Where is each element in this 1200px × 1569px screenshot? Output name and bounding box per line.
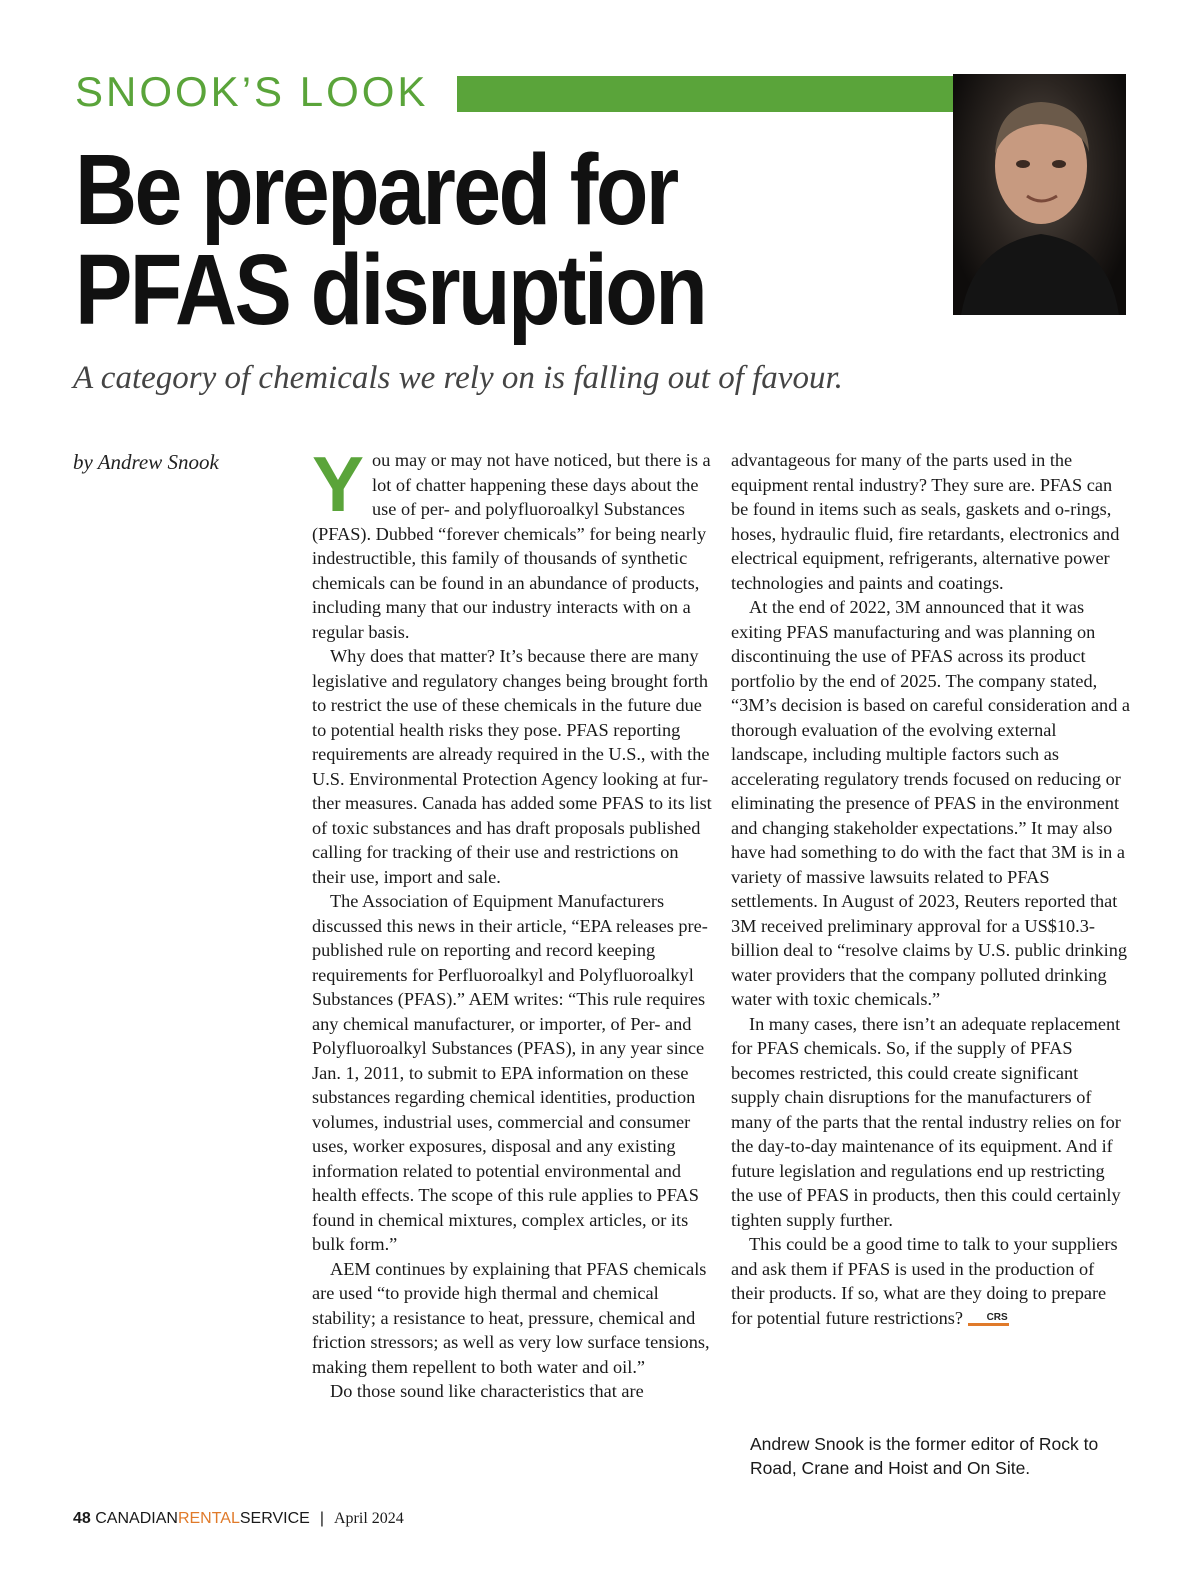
body-paragraph: In many cases, there isn’t an adequate replacement for PFAS chemicals. So, if the supply of PFAS becomes restricted, this could create significant supply chain disruptions for the manufacturers of many of the parts that the rental industry relies on for the day-to-day maintenance of its equipment. And if future legislation and regulations end up restricting the use of PFAS in products, then this could certainly tighten supply further. [731, 1013, 1121, 1230]
body-paragraph: AEM continues by explaining that PFAS chemicals are used “to provide high thermal and chemical stability; a resistance to heat, pressure, chemical and friction stressors; as well as very low surface tensions, making them repellent to both water and oil.” [312, 1258, 710, 1377]
issue-date: April 2024 [333, 1510, 404, 1527]
kicker-row [75, 70, 955, 114]
section-kicker: SNOOK’S LOOK [75, 68, 429, 115]
magazine-name-part1: CANADIAN [95, 1510, 178, 1527]
byline: by Andrew Snook [73, 450, 219, 474]
drop-cap: Y [312, 440, 365, 528]
article-column-1 [312, 440, 712, 1404]
page-number: 48 [73, 1510, 91, 1527]
headline-line-2: PFAS disruption [75, 234, 706, 346]
page-footer [73, 1510, 404, 1528]
body-paragraph: You may or may not have noticed, but there is a lot of chatter happening these days about the use of per- and polyfluoroalkyl Substances (PFAS). Dubbed “forever chemicals” for being nearly indestructible, this family of thousands of synthetic chemicals can be found in an abundance of products, including many that our industry interacts with on a regular basis. [312, 440, 711, 642]
deck-subtitle: A category of chemicals we rely on is falling out of favour. [73, 360, 843, 396]
body-paragraph-final: This could be a good time to talk to your suppliers and ask them if PFAS is used in the production of their products. If so, what are they doing to prepare for potential future restrictions? CRS [731, 1234, 1118, 1328]
end-mark-icon: CRS [968, 1313, 1009, 1326]
author-bio: Andrew Snook is the former editor of Rock to Road, Crane and Hoist and On Site. [750, 1434, 1099, 1478]
author-photo [953, 74, 1126, 315]
body-paragraph: At the end of 2022, 3M announced that it was exiting PFAS manufacturing and was planning on discontinuing the use of PFAS across its product portfolio by the end of 2025. The company stated, “3M’s decision is based on careful consideration and a thorough evaluation of the evolving external landscape, including multiple factors such as accelerating regulatory trends focused on reducing or eliminating the presence of PFAS in the environment and changing stakeholder expectations.” It may also have had something to do with the fact that 3M is in a variety of massive lawsuits related to PFAS settlements. In August of 2023, Reuters reported that 3M received preliminary approval for a US$10.3-billion deal to “resolve claims by U.S. public drinking water providers that the company polluted drinking water with toxic chemicals.” [731, 597, 1131, 1009]
footer-separator: | [319, 1510, 324, 1527]
folio [73, 1510, 310, 1528]
headline-line-1: Be prepared for [75, 134, 677, 246]
body-paragraph: advantageous for many of the parts used in the equipment rental industry? They sure are. PFAS can be found in items such as seals, gaskets and o-rings, hoses, hydraulic fluid, fire retardants, electronics and electrical equipment, refrigerants, alternative power technologies and paints and coatings. [731, 450, 1120, 593]
article-column-2 [731, 448, 1131, 1330]
headline [75, 134, 815, 346]
kicker-accent-bar [457, 76, 957, 112]
body-paragraph: Do those sound like characteristics that are [330, 1381, 644, 1401]
person-headshot-icon [953, 74, 1126, 315]
body-paragraph: The Association of Equipment Manufacturers discussed this news in their article, “EPA releases pre-published rule on reporting and record keeping requirements for Perfluoroalkyl and Polyfluoroalkyl Substances (PFAS).” AEM writes: “This rule requires any chemical manufacturer, or importer, of Per- and Polyfluoroalkyl Substances (PFAS), in any year since Jan. 1, 2011, to submit to EPA information on these substances regarding chemical identities, production volumes, industrial uses, commercial and consumer uses, worker exposures, disposal and any existing information related to potential environmental and health effects. The scope of this rule applies to PFAS found in chemical mixtures, complex articles, or its bulk form.” [312, 891, 708, 1254]
body-paragraph: Why does that matter? It’s because there are many legislative and regulatory changes being brought forth to restrict the use of these chemicals in the future due to potential health risks they pose. PFAS reporting requirements are already required in the U.S., with the U.S. Environmental Protection Agency looking at further measures. Canada has added some PFAS to its list of toxic substances and has draft proposals published calling for tracking of their use and restrictions on their use, import and sale. [312, 646, 712, 887]
magazine-name-part3: SERVICE [239, 1510, 310, 1527]
magazine-name-part2: RENTAL [177, 1510, 240, 1527]
